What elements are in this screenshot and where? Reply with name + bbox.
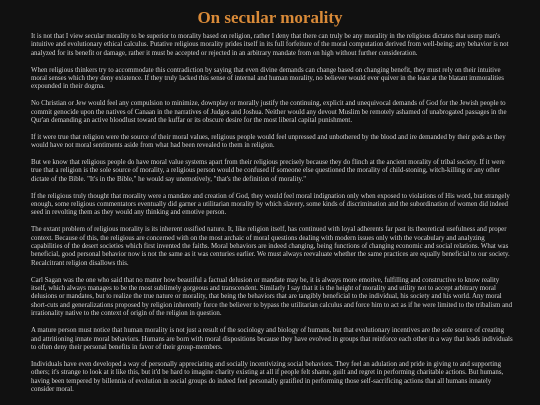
article-body	[31, 33, 513, 403]
article-paragraph: But we know that religious people do have moral value systems apart from their religious precisely because they do flinch at the ancient morality of tribal society. If it were true that a religion is the sole source of morality, a religious person would be confused if someone else questioned the morality of child-stoning, witch-killing or any other dictate of the Bible. "It's in the Bible," he would say unemotively, "that's the definition of morality."	[31, 159, 505, 183]
article-paragraph: Carl Sagan was the one who said that no matter how beautiful a factual delusion or mandate may be, it is always more emotive, fulfilling and constructive to know reality itself, which always manages to be the most sublimely gorgeous and transcendent. Similarly I say that it is the height of morality and utility not to accept arbitrary moral delusions or mandates, but to realize the true nature or morality, that being the behaviors that are tangibly beneficial to the individual, his society and his world. Any moral short-cuts and generalizations proposed by religion inherently force the believer to bypass the utilitarian calculus and force him to act as if he were limited to the tribalism and irrationality native to the context of origin of the religion in question.	[31, 276, 513, 318]
page-title: On secular morality	[197, 8, 343, 27]
article-paragraph: Individuals have even developed a way of personally appreciating and socially incentivizing social behaviors. They feel an adulation and pride in giving to and supporting others; it's strange to look at it like this, but it'd be hard to imagine charity existing at all if people felt shame, guilt and regret in performing charitable actions. But humans, having been tempered by billennia of evolution in social groups do indeed feel personally gratified in performing those self-sacrificing actions that all humans innately consider moral.	[31, 360, 504, 393]
article-paragraph: If it were true that religion were the source of their moral values, religious people would feel unpressed and unbothered by the blood and ire demanded by their gods as they would have not moral sentiments aside from what had been revealed to them in religion.	[31, 133, 506, 150]
article-paragraph: It is not that I view secular morality to be superior to morality based on religion, rather I deny that there can truly be any morality in the religious dictates that usurp man's intuitive and evolutionary ethical calculus. Putative religious morality prides itself in its full forfeiture of the moral computation derived from well-being; any behavior is not analyzed for its benefit or damage, rather it must be accepted or rejected in an arbitrary mandate from on high without further consideration.	[31, 33, 509, 57]
article-paragraph: When religious thinkers try to accommodate this contradiction by saying that even divine demands can change based on changing benefit, they must rely on their intuitive moral senses which they deny existence. If they truly lacked this sense of internal and human morality, no believer would ever quiver in the least at the blatant immoralities expounded in their dogma.	[31, 66, 504, 91]
article-paragraph: If the religious truly thought that morality were a mandate and creation of God, they would feel moral indignation only when exposed to violations of His word, but strangely enough, some religious commentators eventually did garner a utilitarian morality by which slavery, some kinds of discrimination and the subordination of women did indeed seed in revolting them as they would any thinking and emotive person.	[31, 192, 510, 217]
article-paragraph: The extant problem of religious morality is its inherent ossified nature. It, like religion itself, has continued with loyal adherents far past its theoretical usefulness and proper context. Because of this, the religious are concerned with on the most archaic of moral questions dealing with modern issues only with the vocabulary and analyzing capabilities of the desert societies which first invented the faiths. Moral behaviors are indeed changing, being functions of changing economic and social relations. What was beneficial, good personal behavior now is not the same as it was centuries earlier. We must always reevaluate whether the same practices are equally beneficial to our society. Recalcitrant religion disallows this.	[31, 226, 510, 267]
article-paragraph: A mature person must notice that human morality is not just a result of the sociology and biology of humans, but that evolutionary incentives are the sole source of creating and attritioning innate moral behaviors. Humans are born with moral dispositions because they have evolved in groups that reinforce each other in a way that leads individuals to often deny their personal benefits in favor of their group-members.	[31, 327, 513, 351]
article-paragraph: No Christian or Jew would feel any compulsion to minimize, downplay or morally justify the continuing, explicit and unequivocal demands of God for the Jewish people to commit genocide upon the natives of Canaan in the narratives of Judges and Joshua. Neither would any devout Muslim be remotely ashamed of unabrogated passages in the Qur'an demanding an active bloodlust toward the kuffar or its obscure desire for the most liberal capital punishment.	[31, 100, 507, 125]
